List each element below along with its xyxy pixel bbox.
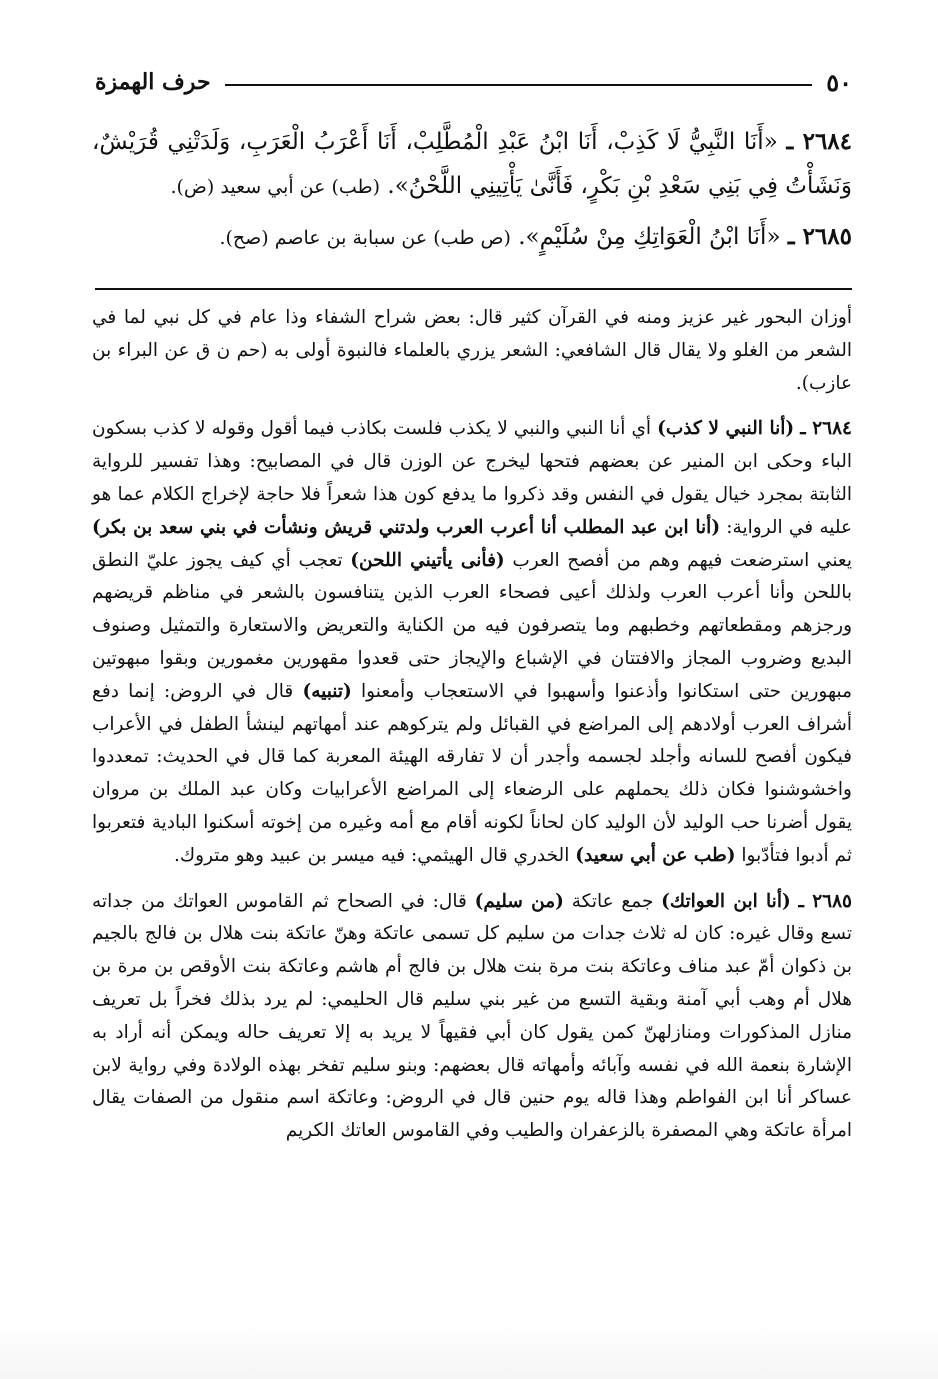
commentary-text: الخدري قال الهيثمي: فيه ميسر بن عبيد وهو متروك. bbox=[174, 844, 570, 866]
quoted-phrase: (تنبيه) bbox=[302, 680, 352, 702]
commentary-text: أي أنا النبي والنبي لا يكذب فلست بكاذب فيما أقول وقوله لا كذب بسكون الباء وحكى ابن المنير عن بعضهم فتحها ليخرج عن الوزن قال في المصابيح: وهذا تفسير للرواية الثابتة بمجرد خيال يقول في النفس وقد ذكروا ما يدفع كون هذا شعراً فلا حاجة لإخراج الكلام عما هو عليه في الرواية: bbox=[92, 418, 852, 538]
running-head: حرف الهمزة bbox=[95, 69, 211, 95]
header-rule bbox=[225, 84, 813, 86]
page-header bbox=[95, 62, 852, 102]
hadith-text: «أَنَا النَّبِيُّ لَا كَذِبْ، أَنَا ابْنُ عَبْدِ الْمُطَّلِبْ، أَنَا أَعْرَبُ الْعَرَبِ، وَلَدَتْنِي قُرَيْشٌ، وَنَشَأْتُ فِي بَنِي سَعْدِ بْنِ بَكْرٍ، فَأَنَّىٰ يَأْتِينِي اللَّحْنُ». bbox=[92, 129, 852, 199]
page-number: ٥٠ bbox=[826, 67, 852, 97]
section-divider bbox=[95, 288, 852, 290]
commentary-paragraph bbox=[92, 886, 852, 1148]
commentary-text: يعني استرضعت فيهم وهم من أفصح العرب bbox=[512, 549, 852, 571]
scan-margin bbox=[0, 1319, 938, 1379]
hadith-2685 bbox=[92, 215, 852, 260]
commentary-block bbox=[92, 302, 852, 1161]
commentary-text: قال: في الصحاح ثم القاموس العواتك من جداته تسع وقال غيره: كان له ثلاث جدات من سليم كل تسمى عاتكة وهنّ عاتكة بنت هلال بن فالج بالجيم بن ذكوان أمّ عبد مناف وعاتكة بنت مرة بنت هلال بن فالج أم هاشم وعاتكة بنت الأوقص بن مرة بن هلال أم وهب أبي آمنة وبقية التسع من غير بني سليم قال الحليمي: لم يرد بذلك فخراً بل تعريف منازل المذكورات ومنازلهنّ كمن يقول كان أبي فقيهاً لا يريد به إلا تعريف حاله ويمكن أنه أراد به الإشارة بنعمة الله في نفسه وآبائه وأمهاته قال بعضهم: وبنو سليم تفخر بهذه الولادة وفي رواية لابن عساكر أنا ابن الفواطم وهذا قاله يوم حنين قال في الروض: وعاتكة اسم منقول من الصفات يقال امرأة عاتكة وهي المصفرة بالزعفران والطيب وفي القاموس العاتك الكريم bbox=[92, 890, 852, 1142]
hadith-number: ٢٦٨٥ ـ bbox=[787, 223, 852, 250]
quoted-phrase: (فأنى يأتيني اللحن) bbox=[350, 549, 505, 571]
commentary-paragraph bbox=[92, 413, 852, 872]
quoted-phrase: (طب عن أبي سعيد) bbox=[575, 844, 736, 866]
quoted-phrase: (أنا ابن عبد المطلب أنا أعرب العرب ولدتني قريش ونشأت في بني سعد بن بكر) bbox=[92, 516, 721, 538]
commentary-text: جمع عاتكة bbox=[571, 890, 654, 912]
hadith-text-block bbox=[92, 120, 852, 266]
hadith-source: (طب) عن أبي سعيد (ض). bbox=[170, 176, 381, 198]
commentary-text: قال في الروض: إنما دفع أشراف العرب أولادهم إلى المراضع في القبائل ولم يتركوهم عند أمهاتهم لينشأ الطفل في الأعراب فيكون أفصح للسانه وأجلد لجسمه وأجدر أن لا تفارقه الهيئة المعربة كما قال في الحديث: تمعددوا واخشوشنوا فكان ذلك يحملهم على الرضعاء إلى المراضع الأعرابيات وكان عبد الملك بن مروان يقول أضرنا حب الوليد لأن الوليد كان لحاناً لكونه أقام مع أمه وغيره من إخوته أسكنوا البادية فتعربوا ثم أدبوا فتأدّبوا bbox=[92, 680, 852, 866]
commentary-paragraph: أوزان البحور غير عزيز ومنه في القرآن كثير قال: بعض شراح الشفاء وذا عام في كل نبي لما في الشعر من الغلو ولا يقال قال الشافعي: الشعر يزري بالعلماء فالنبوة أولى به (حم ن ق عن البراء بن عازب). bbox=[92, 307, 852, 394]
hadith-2684 bbox=[92, 120, 852, 209]
hadith-number: ٢٦٨٤ ـ bbox=[786, 128, 853, 155]
quoted-phrase: (من سليم) bbox=[474, 890, 564, 912]
hadith-source: (ص طب) عن سبابة بن عاصم (صح). bbox=[219, 227, 511, 249]
commentary-text: تعجب أي كيف يجوز عليّ النطق باللحن وأنا أعرب العرب ولذلك أعيى فصحاء العرب الذين يتنافسون بالشعر في مناظم قريضهم ورجزهم ومقطعاتهم وخطبهم وما يتصرفون فيه من الكناية والتعريض والاستعارة والتمثيل وصنوف البديع وضروب المجاز والافتتان في الإشباع والإيجاز حتى قعدوا مقهورين مغمورين وبقوا مبهوتين مبهورين حتى استكانوا وأذعنوا وأسهبوا في الاستعجاب وأمعنوا bbox=[92, 549, 852, 702]
entry-number: ٢٦٨٤ ـ bbox=[800, 418, 852, 440]
entry-number: ٢٦٨٥ ـ bbox=[798, 890, 852, 912]
hadith-text: «أَنَا ابْنُ الْعَوَاتِكِ مِنْ سُلَيْمٍ». bbox=[518, 224, 781, 250]
quoted-phrase: (أنا النبي لا كذب) bbox=[657, 418, 795, 440]
quoted-phrase: (أنا ابن العواتك) bbox=[661, 890, 791, 912]
